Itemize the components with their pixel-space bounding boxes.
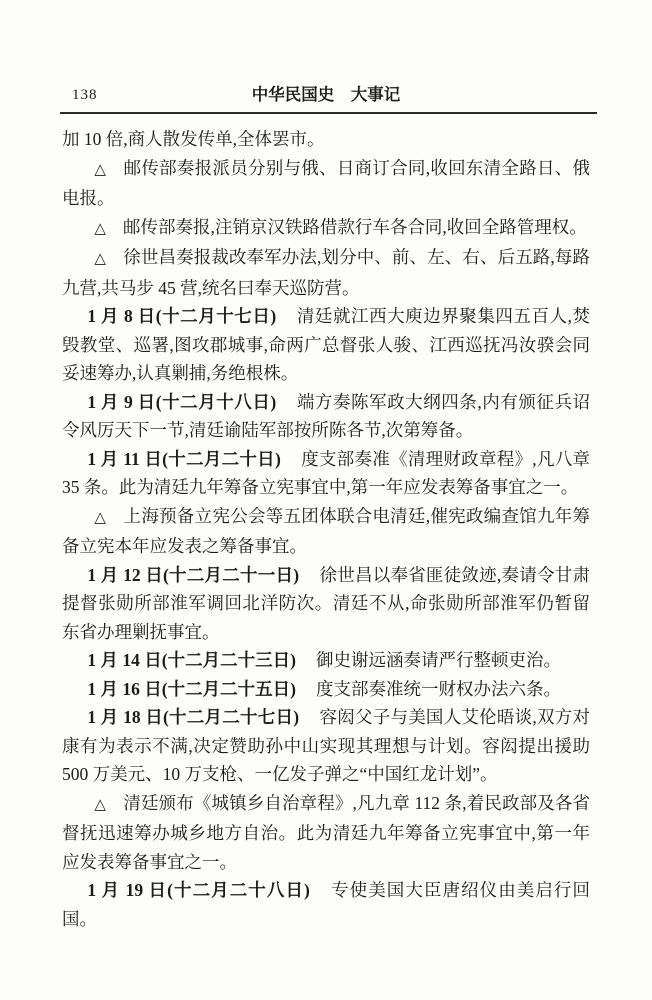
chronicle-entry bbox=[62, 502, 590, 561]
chronicle-entry bbox=[62, 213, 590, 244]
page-body bbox=[62, 125, 590, 933]
entry-text: 邮传部奏报派员分别与俄、日商订合同,收回东清全路日、俄电报。 bbox=[62, 157, 591, 208]
chronicle-entry bbox=[62, 445, 590, 502]
entry-text: 清廷就江西大庾边界聚集四五百人,焚毁教堂、巡署,图攻郡城事,命两广总督张人骏、江西巡抚冯汝骙会同妥速筹办,认真剿捕,务绝根株。 bbox=[62, 306, 591, 383]
chronicle-entry bbox=[62, 561, 590, 647]
chronicle-entry bbox=[62, 388, 590, 445]
entry-text: 加 10 倍,商人散发传单,全体罢市。 bbox=[62, 129, 325, 149]
triangle-marker-icon: △ bbox=[94, 161, 107, 178]
running-head-title: 中华民国史 大事记 bbox=[251, 85, 401, 104]
page-header bbox=[0, 84, 652, 106]
entry-date: 1 月 19 日(十二月二十八日) bbox=[87, 880, 310, 900]
entry-date: 1 月 11 日(十二月二十日) bbox=[87, 448, 281, 469]
entry-text: 御史谢远涵奏请严行整顿吏治。 bbox=[316, 650, 562, 670]
entry-text: 徐世昌奏报裁改奉军办法,划分中、前、左、右、后五路,每路九营,共马步 45 营,统名曰奉天巡防营。 bbox=[62, 247, 591, 298]
entry-text: 清廷颁布《城镇乡自治章程》,凡九章 112 条,着民政部及各省督抚迅速筹办城乡地方自治。此为清廷九年筹备立宪事宜中,第一年应发表筹备事宜之一。 bbox=[62, 792, 590, 872]
entry-date: 1 月 18 日(十二月二十七日) bbox=[87, 707, 300, 727]
entry-date: 1 月 14 日(十二月二十三日) bbox=[87, 650, 296, 670]
entry-date: 1 月 16 日(十二月二十五日) bbox=[87, 678, 296, 699]
entry-text: 度支部奏准《清理财政章程》,凡八章 35 条。此为清廷九年筹备立宪事宜中,第一年应发表筹备事宜之一。 bbox=[62, 448, 591, 497]
entry-text: 端方奏陈军政大纲四条,内有颁征兵诏令风厉天下一节,清廷谕陆军部按所陈各节,次第筹备。 bbox=[62, 391, 591, 440]
chronicle-entry bbox=[62, 125, 590, 154]
chronicle-entry bbox=[62, 302, 590, 388]
chronicle-entry bbox=[62, 876, 590, 933]
chronicle-entry bbox=[62, 675, 590, 704]
entry-text: 容闳父子与美国人艾伦晤谈,双方对康有为表示不满,决定赞助孙中山实现其理想与计划。容闳提出援助 500 万美元、10 万支枪、一亿发子弹之“中国红龙计划”。 bbox=[62, 707, 591, 784]
triangle-marker-icon: △ bbox=[94, 220, 106, 237]
entry-date: 1 月 12 日(十二月二十一日) bbox=[87, 564, 300, 585]
entry-text: 邮传部奏报,注销京汉铁路借款行车各合同,收回全路管理权。 bbox=[123, 216, 587, 237]
triangle-marker-icon: △ bbox=[94, 796, 107, 813]
page-number: 138 bbox=[72, 87, 98, 103]
triangle-marker-icon: △ bbox=[94, 509, 107, 526]
entry-date: 1 月 8 日(十二月十七日) bbox=[87, 306, 277, 326]
chronicle-entry bbox=[62, 243, 590, 302]
entry-text: 专使美国大臣唐绍仪由美启行回国。 bbox=[62, 880, 591, 929]
chronicle-entry bbox=[62, 154, 590, 213]
entry-date: 1 月 9 日(十二月十八日) bbox=[87, 391, 277, 412]
entry-text: 徐世昌以奉省匪徒敛迹,奏请令甘肃提督张勋所部淮军调回北洋防次。清廷不从,命张勋所部淮军仍暂留东省办理剿抚事宜。 bbox=[62, 564, 591, 642]
chronicle-entry bbox=[62, 789, 590, 877]
entry-text: 上海预备立宪公会等五团体联合电清廷,催宪政编查馆九年筹备立宪本年应发表之筹备事宜。 bbox=[62, 505, 591, 556]
header-rule bbox=[60, 112, 597, 114]
triangle-marker-icon: △ bbox=[94, 251, 107, 267]
entry-text: 度支部奏准统一财权办法六条。 bbox=[316, 678, 562, 699]
chronicle-entry bbox=[62, 703, 590, 789]
chronicle-entry bbox=[62, 646, 590, 675]
